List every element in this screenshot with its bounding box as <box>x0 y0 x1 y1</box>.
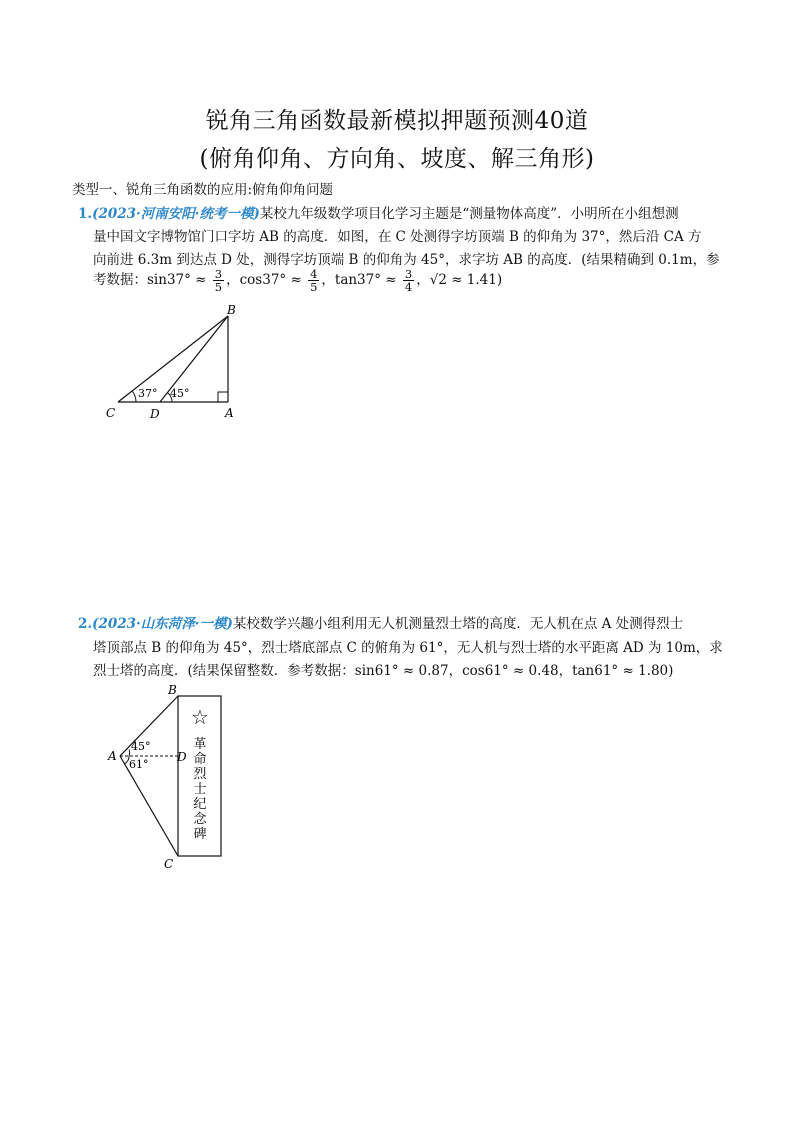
point-label-d: D <box>177 750 187 764</box>
problem2-text-line3: 烈士塔的高度．(结果保留整数．参考数据：sin61° ≈ 0.87，cos61° ≈ 0.48，tan61° ≈ 1.80) <box>93 663 674 679</box>
angle-label-61: 61° <box>129 758 149 771</box>
ref-prefix: 考数据：sin37° ≈ <box>93 272 207 289</box>
cos-label: ，cos37° ≈ <box>226 272 302 289</box>
angle-label-45: 45° <box>170 387 190 400</box>
cos-fraction <box>308 268 319 293</box>
problem2-source: (2023·山东菏泽·一模) <box>92 616 233 632</box>
monument-char: 纪 <box>193 797 207 812</box>
angle-label-37: 37° <box>138 387 158 400</box>
problem2-line1 <box>78 612 683 632</box>
angle-arc-c <box>132 391 136 402</box>
sin-fraction <box>213 268 224 293</box>
document-title: 锐角三角函数最新模拟押题预测40道 <box>205 108 589 134</box>
point-label-d: D <box>150 407 160 421</box>
problem2-figure <box>100 680 240 876</box>
problem1-text-line3: 向前进 6.3m 到达点 D 处，测得字坊顶端 B 的仰角为 45°，求字坊 AB 的高度．(结果精确到 0.1m，参 <box>93 252 720 268</box>
right-angle-mark <box>218 392 228 402</box>
point-label-a: A <box>225 406 234 420</box>
problem1-line1 <box>78 202 679 222</box>
tan-numerator: 3 <box>404 267 413 281</box>
cos-denominator: 5 <box>310 280 318 295</box>
monument-inscription <box>193 737 207 842</box>
tan-denominator: 4 <box>404 280 413 295</box>
monument-char: 念 <box>193 812 207 827</box>
monument-char: 革 <box>193 737 207 752</box>
section-heading: 类型一、锐角三角函数的应用:俯角仰角问题 <box>72 182 334 198</box>
star-icon: ☆ <box>191 705 209 729</box>
point-label-b: B <box>227 303 236 317</box>
sin-denominator: 5 <box>214 280 223 295</box>
monument-char: 烈 <box>193 767 207 782</box>
tan-fraction <box>403 268 414 293</box>
monument-char: 命 <box>193 752 207 767</box>
tan-label: ，tan37° ≈ <box>321 272 397 289</box>
monument-char: 碑 <box>193 827 207 842</box>
problem1-reference-data <box>93 268 502 293</box>
sqrt-reference: ，√2 ≈ 1.41) <box>416 272 503 289</box>
problem1-text-line2: 量中国文字博物馆门口字坊 AB 的高度．如图，在 C 处测得字坊顶端 B 的仰角为 37°，然后沿 CA 方 <box>93 229 702 245</box>
sin-numerator: 3 <box>214 267 223 281</box>
angle-label-45: 45° <box>131 740 151 753</box>
problem2-number: 2. <box>78 616 93 632</box>
cos-numerator: 4 <box>310 267 318 281</box>
document-subtitle: (俯角仰角、方向角、坡度、解三角形) <box>199 146 595 172</box>
angle-arc-up <box>129 750 130 757</box>
problem1-figure <box>100 300 250 424</box>
point-label-c: C <box>164 857 174 871</box>
problem1-number: 1. <box>78 206 93 222</box>
point-label-b: B <box>168 683 177 697</box>
monument-char: 士 <box>193 782 207 797</box>
point-label-a: A <box>108 749 117 763</box>
problem1-text-line1: 某校九年级数学项目化学习主题是“测量物体高度”．小明所在小组想测 <box>259 206 679 222</box>
problem2-text-line1: 某校数学兴趣小组利用无人机测量烈士塔的高度．无人机在点 A 处测得烈士 <box>232 616 684 632</box>
problem1-source: (2023·河南安阳·统考一模) <box>92 206 260 222</box>
point-label-c: C <box>106 406 116 420</box>
sight-line-ac <box>120 756 178 856</box>
problem2-text-line2: 塔顶部点 B 的仰角为 45°，烈士塔底部点 C 的俯角为 61°，无人机与烈士塔的水平距离 AD 为 10m，求 <box>93 640 723 656</box>
